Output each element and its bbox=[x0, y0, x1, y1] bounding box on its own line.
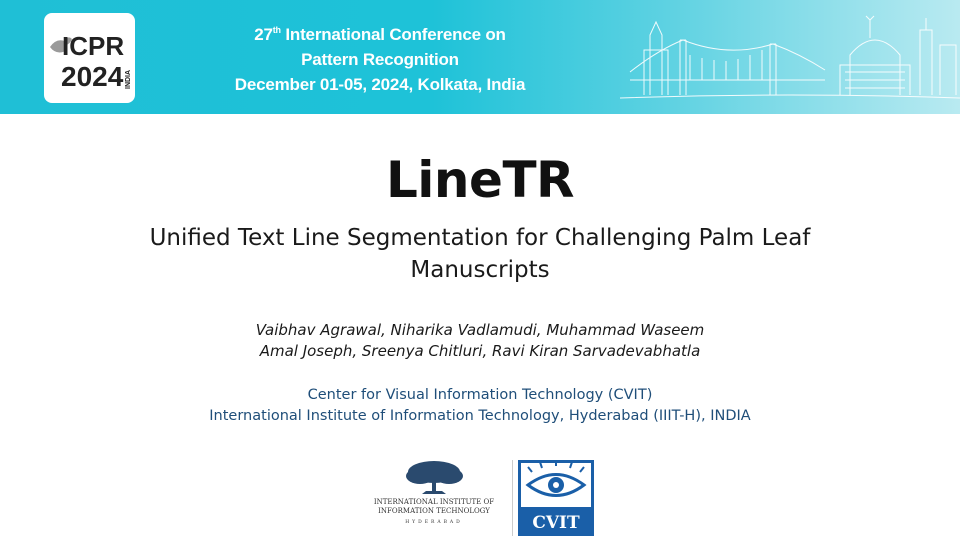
institution-logos bbox=[364, 458, 596, 538]
conference-ordinal: 27 bbox=[254, 25, 273, 44]
conference-line-1-rest: International Conference on bbox=[285, 25, 506, 44]
iiit-tree-icon bbox=[364, 458, 504, 498]
logo-text-country: INDIA bbox=[125, 69, 132, 89]
conference-info bbox=[220, 18, 540, 97]
iiit-line-3: HYDERABAD bbox=[405, 520, 463, 525]
icpr-logo bbox=[44, 13, 135, 103]
cvit-label: CVIT bbox=[532, 513, 580, 533]
subtitle-line-1: Unified Text Line Segmentation for Challenging Palm Leaf bbox=[149, 225, 811, 251]
kolkata-skyline-illustration bbox=[620, 0, 960, 114]
iiit-line-2: INFORMATION TECHNOLOGY bbox=[378, 507, 490, 515]
authors-line-2: Amal Joseph, Sreenya Chitluri, Ravi Kiran Sarvadevabhatla bbox=[259, 342, 701, 360]
icpr-logo-graphic bbox=[44, 13, 135, 103]
iiit-logo-text bbox=[364, 498, 504, 525]
conference-line-2: Pattern Recognition bbox=[301, 50, 459, 69]
cvit-logo bbox=[518, 460, 594, 536]
conference-ordinal-suffix: th bbox=[272, 25, 281, 35]
subtitle-line-2: Manuscripts bbox=[410, 257, 550, 283]
conference-line-1 bbox=[220, 18, 540, 47]
affiliation-line-2: International Institute of Information Technology, Hyderabad (IIIT-H), INDIA bbox=[209, 408, 751, 424]
affiliation bbox=[0, 385, 960, 427]
iiit-line-1: INTERNATIONAL INSTITUTE OF bbox=[373, 498, 495, 506]
conference-line-3: December 01-05, 2024, Kolkata, India bbox=[234, 75, 526, 94]
logo-text-icpr: ICPR bbox=[62, 31, 125, 61]
logo-text-year: 2024 bbox=[61, 61, 124, 92]
conference-banner bbox=[0, 0, 960, 114]
author-list bbox=[0, 320, 960, 362]
slide-subtitle bbox=[100, 222, 860, 286]
slide-title: LineTR bbox=[385, 151, 575, 209]
logo-divider bbox=[512, 460, 513, 536]
affiliation-line-1: Center for Visual Information Technology (CVIT) bbox=[307, 387, 653, 403]
authors-line-1: Vaibhav Agrawal, Niharika Vadlamudi, Muhammad Waseem bbox=[255, 321, 705, 339]
